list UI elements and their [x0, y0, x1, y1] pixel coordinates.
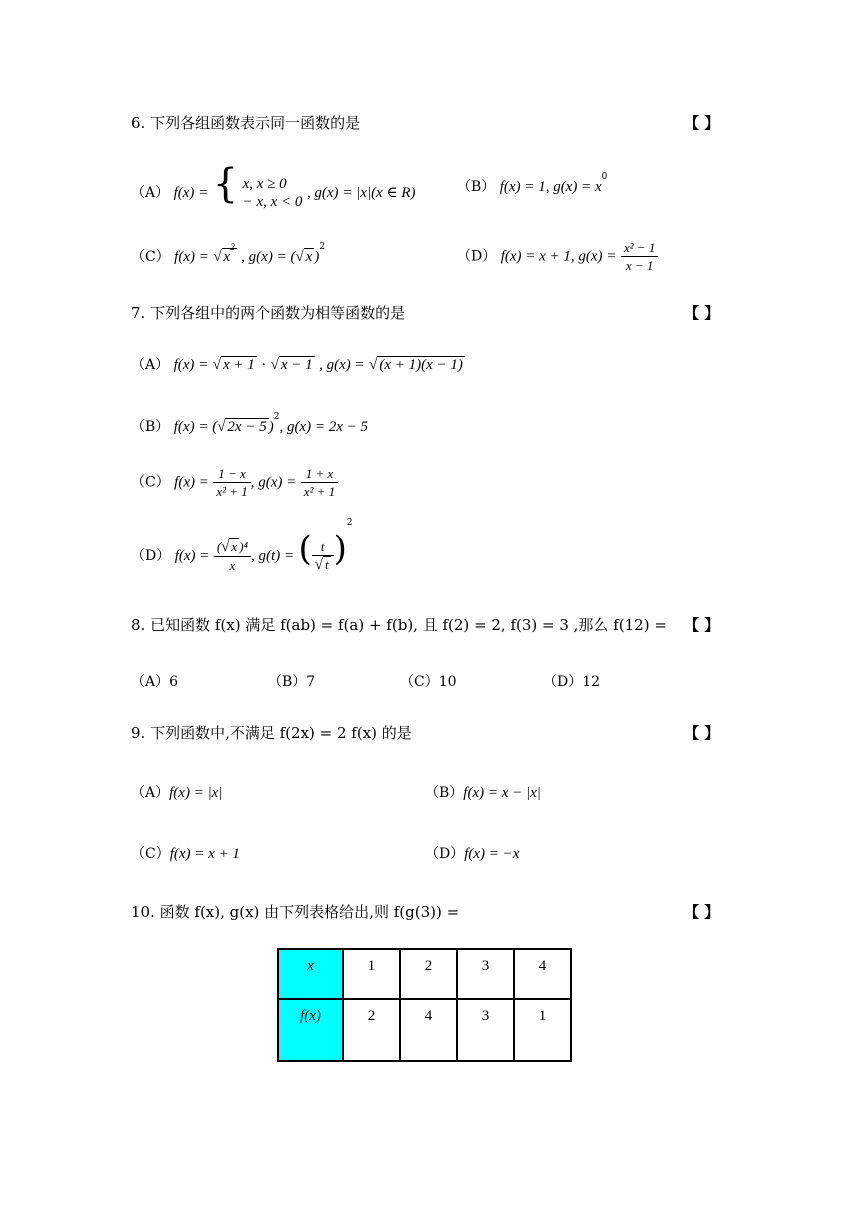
paren-power: )⁴ [239, 539, 249, 554]
expr: f(x) = [174, 249, 209, 265]
option-label: （D） [457, 248, 497, 265]
q8-option-d[interactable] [543, 671, 600, 691]
paren: ( [216, 539, 222, 554]
dot-operator: · [261, 357, 267, 373]
option-label: （C） [400, 674, 439, 690]
table-row [278, 999, 571, 1061]
sqrt-sign: √ [212, 357, 221, 373]
fraction [312, 538, 334, 574]
q8-option-a[interactable] [131, 671, 178, 691]
q7-option-a[interactable] [131, 354, 465, 374]
q9-option-c[interactable] [131, 843, 240, 863]
q8-option-c[interactable] [400, 671, 457, 691]
q6-option-b[interactable] [457, 172, 608, 196]
q7-option-b[interactable] [131, 412, 368, 436]
expr: f(x) = [173, 357, 209, 373]
denominator: x − 1 [625, 258, 654, 273]
option-label: （B） [268, 674, 307, 690]
table-cell: 1 [514, 999, 571, 1061]
radicand: x − 1 [280, 357, 313, 373]
radicand [222, 242, 237, 265]
expr: , g(x) = |x|(x ∈ R) [306, 185, 416, 201]
expr: , g(x) = [250, 474, 297, 491]
radicand: x [305, 249, 313, 265]
radicand: x + 1 [222, 357, 255, 373]
q9-option-b[interactable] [425, 782, 541, 802]
sqrt-sign: √ [217, 419, 226, 435]
expr: , g(t) = [251, 548, 295, 564]
denominator: x² + 1 [216, 484, 248, 499]
q7-option-c[interactable] [131, 465, 338, 500]
table-cell: 2 [400, 949, 457, 999]
exponent: 2 [230, 242, 235, 252]
option-label: （A） [131, 674, 170, 690]
option-label: （A） [131, 185, 170, 201]
piecewise [243, 175, 303, 211]
q8-option-b[interactable] [268, 671, 315, 691]
radicand: x [231, 539, 238, 554]
table-cell: 3 [457, 949, 514, 999]
expr: , g(x) = 2x − 5 [279, 419, 368, 435]
table-header-cell: x [278, 949, 343, 999]
expr: f(x) = 1, g(x) = x [499, 179, 602, 195]
radicand-text: x [223, 249, 231, 265]
option-label: （B） [457, 179, 496, 195]
expr: , g(x) = ( [241, 249, 296, 265]
expr: f(x) = |x| [169, 785, 223, 801]
fraction [214, 538, 251, 574]
expr: f(x) = [173, 185, 209, 201]
radicand: t [325, 557, 329, 572]
q6-option-a[interactable] [131, 161, 416, 211]
left-brace: { [212, 161, 239, 207]
option-label: （C） [131, 249, 170, 265]
sqrt-sign: √ [369, 357, 378, 373]
sqrt-sign: √ [295, 249, 304, 265]
fraction [301, 465, 338, 500]
option-label: （A） [131, 785, 170, 801]
expr: f(x) = x − |x| [463, 785, 541, 801]
option-label: （A） [131, 357, 170, 373]
paren: ) [314, 249, 320, 265]
answer-bracket[interactable]: 【 】 [684, 903, 720, 921]
numerator: 1 + x [301, 465, 338, 483]
q8-stem: 8. 已知函数 f(x) 满足 f(ab) = f(a) + f(b), 且 f(2) = 2, f(3) = 3 ,那么 f(12) = [131, 616, 667, 634]
q7-option-d[interactable] [131, 518, 353, 574]
radicand: (x + 1)(x − 1) [379, 357, 463, 373]
table-cell: 1 [343, 949, 400, 999]
table-cell: 4 [514, 949, 571, 999]
numerator: 1 − x [213, 465, 250, 483]
option-value: 10 [438, 674, 457, 690]
fraction [621, 239, 658, 274]
expr: f(x) = ( [173, 419, 218, 435]
expr: f(x) = −x [464, 846, 520, 862]
denominator: x [229, 558, 236, 573]
sqrt-sign: √ [221, 539, 230, 555]
exponent: 2 [273, 412, 280, 422]
answer-bracket[interactable]: 【 】 [684, 304, 720, 322]
table-row [278, 949, 571, 999]
numerator: t [312, 538, 334, 556]
fraction [213, 465, 250, 500]
q6-option-c[interactable] [131, 242, 326, 266]
option-label: （C） [131, 474, 170, 491]
expr: f(x) = [174, 474, 209, 491]
expr: , g(x) = [319, 357, 365, 373]
q6-option-d[interactable] [457, 239, 658, 274]
numerator: x² − 1 [621, 239, 658, 257]
option-label: （D） [131, 548, 171, 564]
case-2: − x, x < 0 [242, 194, 303, 210]
answer-bracket[interactable]: 【 】 [684, 724, 720, 742]
big-paren: ( [298, 529, 312, 569]
option-label: （B） [131, 419, 170, 435]
option-label: （B） [425, 785, 464, 801]
table-cell: 3 [457, 999, 514, 1061]
q10-table [277, 948, 572, 1062]
q9-option-a[interactable] [131, 782, 222, 802]
option-label: （D） [425, 846, 465, 862]
q6-stem: 6. 下列各组函数表示同一函数的是 [131, 114, 361, 132]
paren: ) [268, 419, 274, 435]
q9-stem: 9. 下列函数中,不满足 f(2x) = 2 f(x) 的是 [131, 724, 412, 742]
q10-stem: 10. 函数 f(x), g(x) 由下列表格给出,则 f(g(3)) = [131, 903, 460, 921]
table-cell: 4 [400, 999, 457, 1061]
option-value: 12 [582, 674, 601, 690]
option-value: 7 [306, 674, 316, 690]
sqrt-sign: √ [314, 557, 324, 573]
option-label: （D） [543, 674, 583, 690]
q9-option-d[interactable] [425, 843, 519, 863]
radicand: 2x − 5 [227, 419, 267, 435]
denominator: x² + 1 [303, 484, 336, 499]
exponent: 2 [346, 518, 353, 528]
table-cell: 2 [343, 999, 400, 1061]
answer-bracket[interactable]: 【 】 [684, 616, 720, 634]
denominator [312, 556, 334, 574]
case-1: x, x ≥ 0 [242, 176, 287, 192]
exponent: 0 [601, 172, 608, 182]
expr: f(x) = [174, 548, 210, 564]
expr: f(x) = x + 1, g(x) = [500, 248, 617, 265]
numerator [214, 538, 251, 557]
table-header-cell: f(x) [278, 999, 343, 1061]
expr: f(x) = x + 1 [169, 846, 240, 862]
sqrt-sign: √ [213, 249, 222, 265]
exponent: 2 [319, 242, 326, 252]
option-value: 6 [169, 674, 179, 690]
sqrt-sign: √ [270, 357, 279, 373]
big-paren: ) [333, 529, 347, 569]
answer-bracket[interactable]: 【 】 [684, 114, 720, 132]
q7-stem: 7. 下列各组中的两个函数为相等函数的是 [131, 304, 406, 322]
option-label: （C） [131, 846, 170, 862]
